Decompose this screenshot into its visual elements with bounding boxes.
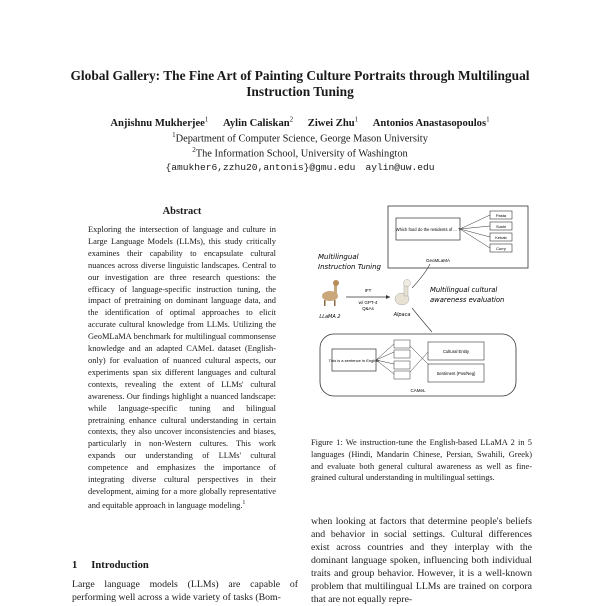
intro-text: Large language models (LLMs) are capable of performing well across a wide variety of tasks (Bom-	[72, 579, 298, 603]
svg-text:awareness evaluation: awareness evaluation	[430, 296, 505, 304]
figure-caption: Figure 1: We instruction-tune the English-based LLaMA 2 in 5 languages (Hindi, Mandarin Chinese, Persian, Swahili, Greek) and evaluate both general cultural awareness as well as fine-grained cultural understanding in multilingual settings.	[311, 438, 532, 483]
paper-title: Global Gallery: The Fine Art of Painting Culture Portraits through Multilingual Instruction Tuning	[70, 68, 530, 99]
body-text-right: when looking at factors that determine people's beliefs and behavior in social settings. Cultural differences exist across countries and they interplay with the dominant language spoken, influencing both individual traits and group behavior. However, it is a well-known problem that multilingual LLMs are trained on corpora that are not equally repre-	[311, 516, 532, 605]
eval-label: Multilingual cultural	[430, 286, 498, 294]
alpaca-icon	[395, 280, 411, 306]
llama-label: LLaMA 2	[319, 314, 341, 320]
svg-text:Kebab: Kebab	[495, 235, 507, 240]
abstract-heading: Abstract	[162, 206, 202, 217]
alpaca-label: Alpaca	[393, 312, 411, 318]
abstract-text: Exploring the intersection of language and culture in Large Language Models (LLMs), this study critically examines their capability to encapsulate cultural nuances across diverse linguistic landscapes. Central to our investigation are three research questions: the efficacy of language-specific instruction tuning, the impact of pretraining on dominant language data, and the identification of optimal approaches to elicit accurate cultural knowledge from LLMs. Utilizing the GeoMLaMA benchmark for multilingual commonsense knowledge and an adapted CAMeL dataset (English-only) for evaluation of nuanced cultural aspects, our experiments span six different languages and cultural contexts, revealing the extent of LLMs' cultural awareness. Our findings highlight a nuanced landscape: while language-specific tuning and bilingual pretraining enhance cultural understanding in certain contexts, they also uncover inconsistencies and biases, particularly in non-Western cultures. This work expands our understanding of LLMs' cultural competence and emphasizes the importance of integrating diverse cultural perspectives in their development, aiming for a more globally representative and equitable approach in language modeling.$^1$	[88, 225, 276, 510]
figure-1	[310, 204, 532, 429]
svg-text:Sushi: Sushi	[495, 224, 507, 229]
author: Antonios Anastasopoulos$^1$	[372, 115, 490, 129]
svg-text:IFT: IFT	[364, 288, 372, 293]
svg-text:w/ GPT-4: w/ GPT-4	[358, 300, 378, 305]
author: Aylin Caliskan$^2$	[223, 115, 294, 129]
svg-text:Instruction Tuning: Instruction Tuning	[318, 263, 381, 271]
svg-text:Curry: Curry	[496, 246, 506, 251]
camel-title: CAMeL	[410, 388, 426, 393]
geomlama-frame	[388, 206, 528, 268]
camel-sentence: This is a sentence in English	[328, 358, 380, 363]
section-heading: 1 Introduction	[72, 560, 149, 571]
svg-text:Cultural Entity: Cultural Entity	[442, 349, 470, 354]
affiliation: $^2$The Information School, University of Washington	[192, 146, 408, 160]
author: Anjishnu Mukherjee$^1$	[110, 115, 209, 129]
camel-arrows	[376, 344, 428, 374]
geomlama-question: Which food do the residents of ... ?	[395, 227, 461, 232]
author-emails: {amukher6,zzhu20,antonis}@gmu.edu aylin@uw.edu	[165, 162, 435, 173]
affiliation: $^1$Department of Computer Science, George Mason University	[172, 131, 428, 145]
llama-icon	[322, 280, 339, 306]
svg-text:Sentiment (Pos/Neg): Sentiment (Pos/Neg)	[436, 371, 476, 376]
tuning-label: Multilingual	[318, 253, 359, 261]
author: Ziwei Zhu$^1$	[307, 115, 359, 129]
svg-text:Pasta: Pasta	[495, 213, 507, 218]
camel-frame	[320, 334, 516, 396]
author-list	[40, 115, 560, 129]
geomlama-arrows	[460, 215, 490, 248]
svg-text:Q&As: Q&As	[362, 306, 374, 311]
geomlama-title: GeoMLaMA	[425, 258, 451, 263]
